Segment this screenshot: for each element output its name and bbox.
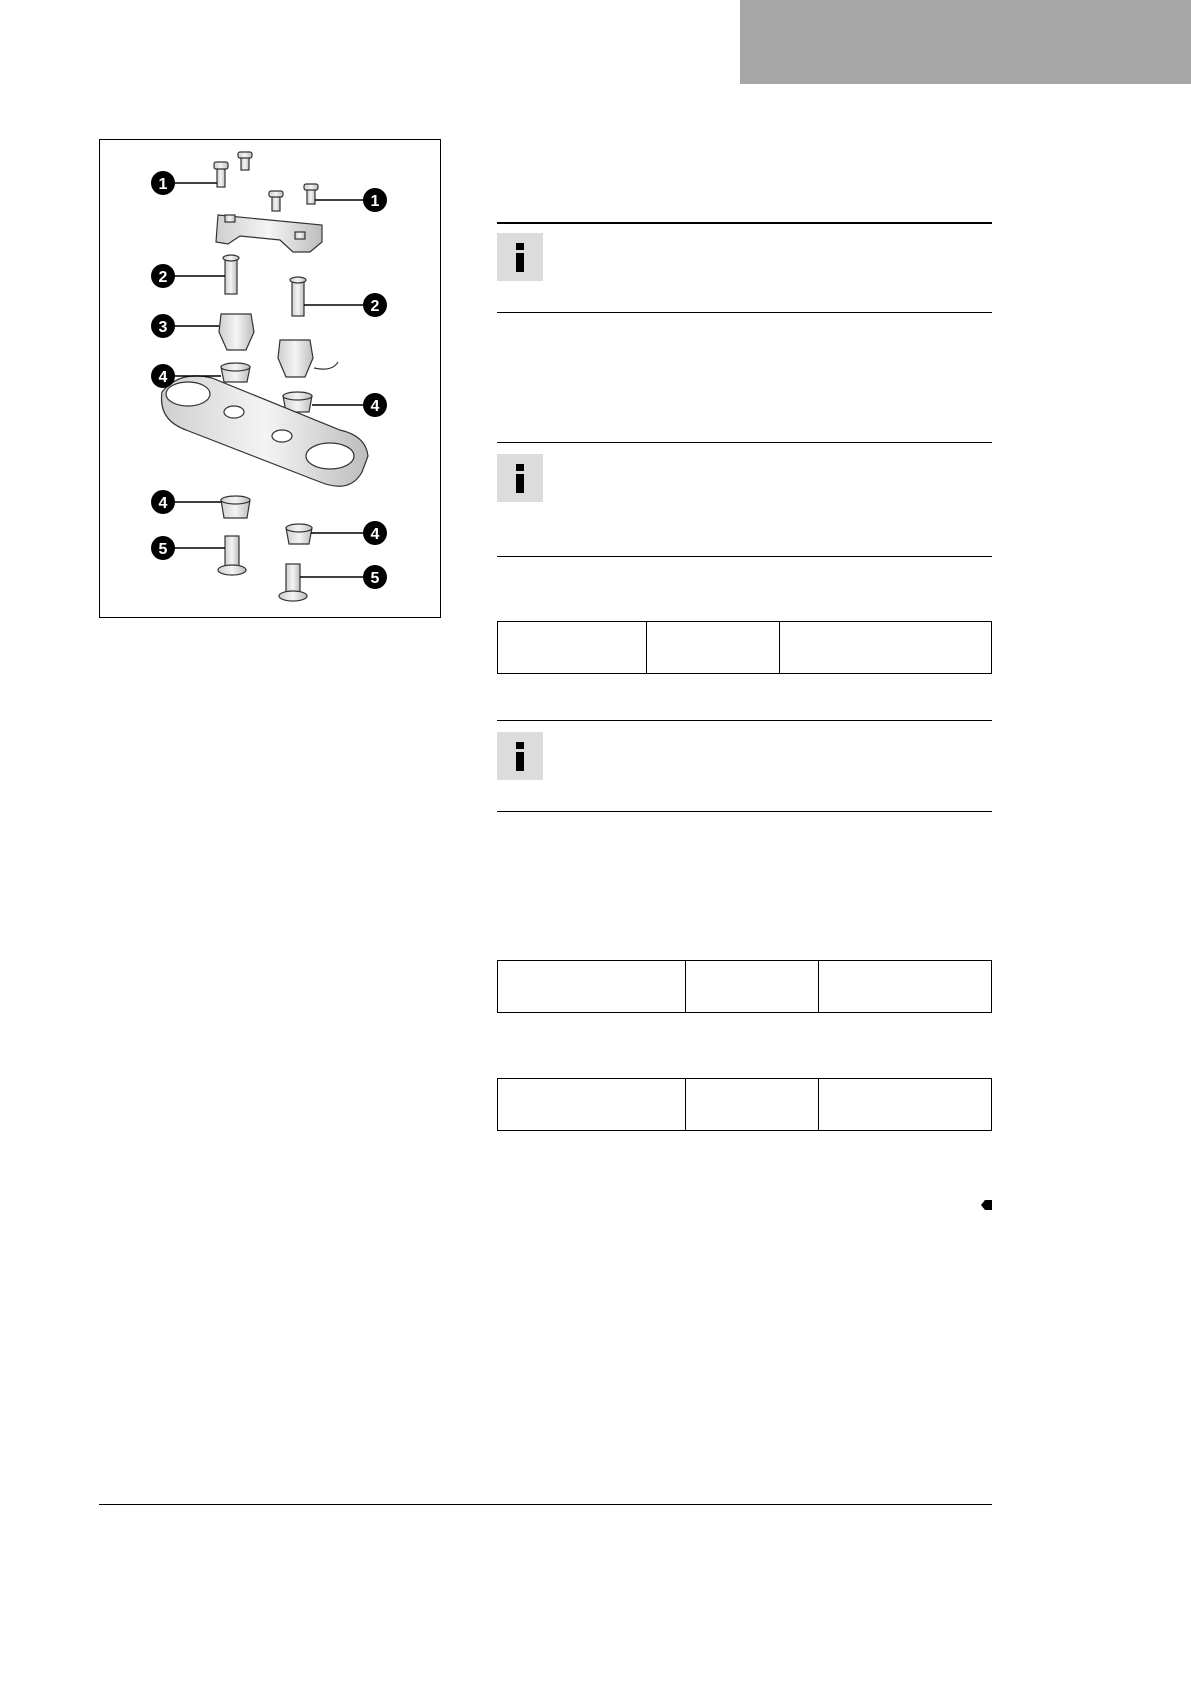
callout-label: 4 — [158, 369, 168, 386]
callout-label: 1 — [370, 193, 380, 210]
spec-table — [497, 960, 992, 1013]
chapter-header-tab — [740, 0, 1191, 84]
info-block-top-rule — [497, 222, 992, 224]
info-block-bottom-rule — [497, 556, 992, 557]
callout-label: 4 — [370, 526, 380, 543]
callout-label: 4 — [370, 398, 380, 415]
info-icon — [497, 732, 543, 780]
triple-clamp-illustration — [100, 140, 440, 617]
info-block-top-rule — [497, 442, 992, 443]
callout-label: 2 — [158, 269, 168, 286]
info-block-top-rule — [497, 720, 992, 721]
spec-table-cell — [686, 1079, 819, 1130]
spec-table-cell — [498, 961, 686, 1012]
spec-table-cell — [498, 1079, 686, 1130]
callout-label: 4 — [158, 495, 168, 512]
callout-label: 5 — [158, 541, 168, 558]
spec-table-cell — [498, 622, 647, 673]
callout-label: 5 — [370, 570, 380, 587]
info-icon — [497, 233, 543, 281]
spec-table-cell — [647, 622, 780, 673]
spec-table — [497, 1078, 992, 1131]
exploded-view-figure — [99, 139, 441, 618]
section-end-icon — [981, 1200, 992, 1210]
callout-label: 3 — [158, 319, 168, 336]
info-block-bottom-rule — [497, 811, 992, 812]
spec-table — [497, 621, 992, 674]
info-block-bottom-rule — [497, 312, 992, 313]
info-icon — [497, 454, 543, 502]
callout-label: 1 — [158, 176, 168, 193]
footer-rule — [99, 1504, 992, 1505]
callout-label: 2 — [370, 298, 380, 315]
spec-table-cell — [686, 961, 819, 1012]
